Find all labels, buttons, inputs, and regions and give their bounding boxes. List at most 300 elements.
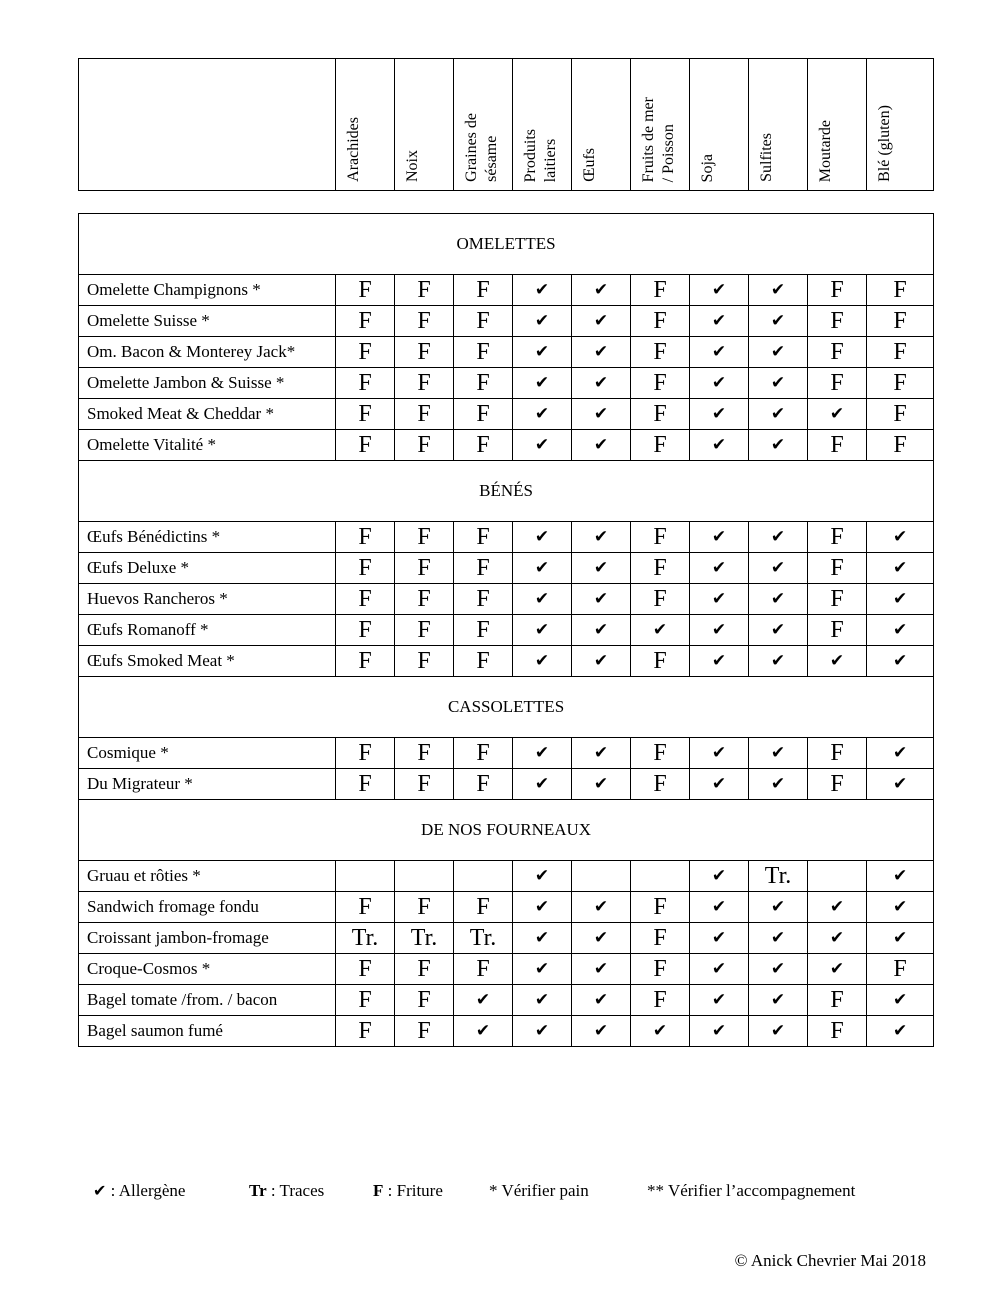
allergen-cell (690, 584, 749, 615)
section-row (79, 214, 934, 275)
allergen-cell (631, 954, 690, 985)
check-icon: ✔ (770, 620, 786, 640)
allergen-cell (395, 368, 454, 399)
check-icon: ✔ (892, 620, 908, 640)
check-icon: ✔ (475, 1021, 491, 1041)
cell-value: F (358, 586, 372, 612)
check-icon: ✔ (593, 620, 609, 640)
cell-value: F (476, 555, 490, 581)
cell-value: F (358, 648, 372, 674)
allergen-cell (336, 275, 395, 306)
table-row (79, 615, 934, 646)
cell-value: Tr. (764, 863, 792, 889)
check-icon: ✔ (711, 774, 727, 794)
allergen-cell (808, 522, 867, 553)
check-icon: ✔ (770, 280, 786, 300)
cell-value: F (417, 956, 431, 982)
cell-value: F (830, 586, 844, 612)
allergen-cell (572, 738, 631, 769)
column-header-label: Fruits de mer / Poisson (640, 96, 677, 182)
cell-value: F (653, 771, 667, 797)
cell-value: F (653, 277, 667, 303)
allergen-cell (808, 584, 867, 615)
allergen-cell (336, 861, 395, 892)
check-icon: ✔ (534, 311, 550, 331)
check-icon: ✔ (593, 959, 609, 979)
legend (93, 1181, 855, 1201)
allergen-cell (690, 738, 749, 769)
check-icon: ✔ (711, 373, 727, 393)
legend-traces: Tr : Traces (249, 1181, 325, 1200)
column-header-label: Arachides (345, 117, 362, 182)
cell-value: F (830, 740, 844, 766)
check-icon: ✔ (711, 342, 727, 362)
column-header (808, 59, 867, 191)
allergen-cell (867, 861, 934, 892)
check-icon: ✔ (770, 527, 786, 547)
section-title: BÉNÉS (79, 461, 934, 522)
allergen-cell (808, 738, 867, 769)
allergen-cell (454, 646, 513, 677)
allergen-cell (867, 399, 934, 430)
check-icon: ✔ (711, 620, 727, 640)
section-row (79, 461, 934, 522)
table-row (79, 923, 934, 954)
allergen-cell (572, 892, 631, 923)
check-icon: ✔ (770, 311, 786, 331)
allergen-cell (454, 553, 513, 584)
check-icon: ✔ (892, 1021, 908, 1041)
cell-value: F (893, 339, 907, 365)
item-name: Omelette Vitalité * (79, 430, 336, 461)
allergen-cell (749, 985, 808, 1016)
check-icon: ✔ (534, 959, 550, 979)
cell-value: F (417, 648, 431, 674)
check-icon: ✔ (770, 774, 786, 794)
allergen-cell (454, 368, 513, 399)
check-icon: ✔ (770, 373, 786, 393)
allergen-cell (395, 430, 454, 461)
item-name: Omelette Jambon & Suisse * (79, 368, 336, 399)
check-icon: ✔ (593, 774, 609, 794)
allergen-cell (513, 368, 572, 399)
column-header-label: Noix (404, 150, 421, 182)
legend-bread-note: * Vérifier pain (489, 1181, 589, 1200)
allergen-cell (336, 1016, 395, 1047)
cell-value: F (830, 771, 844, 797)
cell-value: F (476, 894, 490, 920)
cell-value: F (830, 987, 844, 1013)
cell-value: F (653, 648, 667, 674)
cell-value: F (358, 617, 372, 643)
allergen-cell (336, 337, 395, 368)
allergen-cell (572, 522, 631, 553)
allergen-cell (454, 337, 513, 368)
cell-value: F (893, 370, 907, 396)
allergen-cell (808, 368, 867, 399)
cell-value: F (653, 524, 667, 550)
legend-friture: F : Friture (373, 1181, 443, 1200)
check-icon: ✔ (711, 990, 727, 1010)
allergen-cell (513, 892, 572, 923)
cell-value: F (476, 617, 490, 643)
allergen-cell (513, 399, 572, 430)
allergen-cell (749, 368, 808, 399)
check-icon: ✔ (652, 620, 668, 640)
allergen-cell (631, 306, 690, 337)
item-name: Smoked Meat & Cheddar * (79, 399, 336, 430)
item-name: Gruau et rôties * (79, 861, 336, 892)
cell-value: F (476, 401, 490, 427)
check-icon: ✔ (892, 928, 908, 948)
allergen-cell (631, 553, 690, 584)
allergen-cell (395, 923, 454, 954)
check-icon: ✔ (770, 1021, 786, 1041)
legend-allergen: ✔ : Allergène (93, 1181, 186, 1200)
allergen-cell (513, 954, 572, 985)
cell-value: F (653, 339, 667, 365)
cell-value: F (417, 339, 431, 365)
check-icon: ✔ (770, 928, 786, 948)
cell-value: F (476, 740, 490, 766)
cell-value: F (417, 432, 431, 458)
allergen-cell (867, 923, 934, 954)
allergen-cell (749, 522, 808, 553)
table-row (79, 275, 934, 306)
check-icon: ✔ (534, 928, 550, 948)
item-name: Cosmique * (79, 738, 336, 769)
check-icon: ✔ (770, 651, 786, 671)
allergen-cell (631, 522, 690, 553)
check-icon: ✔ (534, 280, 550, 300)
check-icon: ✔ (892, 774, 908, 794)
allergen-cell (513, 430, 572, 461)
allergen-cell (454, 1016, 513, 1047)
allergen-cell (867, 615, 934, 646)
table-row (79, 985, 934, 1016)
allergen-cell (808, 954, 867, 985)
cell-value: F (417, 401, 431, 427)
allergen-cell (395, 769, 454, 800)
allergen-cell (513, 337, 572, 368)
check-icon: ✔ (534, 558, 550, 578)
allergen-cell (572, 337, 631, 368)
column-header (867, 59, 934, 191)
allergen-cell (395, 399, 454, 430)
allergen-cell (395, 985, 454, 1016)
item-name: Sandwich fromage fondu (79, 892, 336, 923)
allergen-cell (631, 923, 690, 954)
section-row (79, 800, 934, 861)
table-row (79, 861, 934, 892)
check-icon: ✔ (593, 373, 609, 393)
allergen-cell (631, 430, 690, 461)
cell-value: F (358, 308, 372, 334)
cell-value: F (653, 987, 667, 1013)
cell-value: F (476, 339, 490, 365)
check-icon: ✔ (711, 1021, 727, 1041)
cell-value: F (417, 894, 431, 920)
column-header (690, 59, 749, 191)
allergen-cell (867, 553, 934, 584)
check-icon: ✔ (534, 651, 550, 671)
allergen-cell (867, 368, 934, 399)
allergen-cell (749, 646, 808, 677)
column-header (631, 59, 690, 191)
column-header-label: Sulfites (758, 133, 775, 182)
cell-value: F (653, 894, 667, 920)
check-icon: ✔ (593, 404, 609, 424)
allergen-cell (867, 584, 934, 615)
allergen-cell (631, 769, 690, 800)
allergen-cell (336, 738, 395, 769)
allergen-cell (572, 553, 631, 584)
allergen-cell (631, 985, 690, 1016)
cell-value: F (417, 586, 431, 612)
cell-value: F (358, 987, 372, 1013)
check-icon: ✔ (711, 959, 727, 979)
check-icon: ✔ (711, 435, 727, 455)
cell-value: F (653, 432, 667, 458)
allergen-cell (513, 738, 572, 769)
allergen-cell (808, 430, 867, 461)
check-icon: ✔ (534, 620, 550, 640)
table-row (79, 738, 934, 769)
allergen-cell (808, 892, 867, 923)
table-row (79, 368, 934, 399)
table-row (79, 954, 934, 985)
allergen-cell (513, 522, 572, 553)
allergen-cell (631, 646, 690, 677)
cell-value: F (476, 524, 490, 550)
allergen-cell (572, 584, 631, 615)
allergen-cell (336, 985, 395, 1016)
check-icon: ✔ (593, 527, 609, 547)
allergen-cell (395, 337, 454, 368)
cell-value: F (417, 987, 431, 1013)
item-name: Bagel tomate /from. / bacon (79, 985, 336, 1016)
column-header-label: Soja (699, 153, 716, 182)
cell-value: F (476, 308, 490, 334)
legend-side-note: ** Vérifier l’accompagnement (647, 1181, 856, 1200)
allergen-cell (867, 892, 934, 923)
cell-value: F (358, 771, 372, 797)
check-icon: ✔ (711, 866, 727, 886)
allergen-cell (336, 646, 395, 677)
allergen-cell (454, 430, 513, 461)
check-icon: ✔ (593, 311, 609, 331)
check-icon: ✔ (770, 743, 786, 763)
allergen-cell (572, 646, 631, 677)
cell-value: F (830, 339, 844, 365)
item-name: Du Migrateur * (79, 769, 336, 800)
column-header (336, 59, 395, 191)
cell-value: Tr. (410, 925, 438, 951)
allergen-cell (867, 954, 934, 985)
allergen-cell (395, 892, 454, 923)
check-icon: ✔ (534, 743, 550, 763)
check-icon: ✔ (711, 743, 727, 763)
check-icon: ✔ (829, 928, 845, 948)
check-icon: ✔ (593, 928, 609, 948)
check-icon: ✔ (593, 651, 609, 671)
cell-value: F (358, 524, 372, 550)
allergen-cell (336, 368, 395, 399)
cell-value: Tr. (351, 925, 379, 951)
allergen-cell (336, 399, 395, 430)
check-icon: ✔ (770, 342, 786, 362)
allergen-cell (808, 306, 867, 337)
cell-value: F (417, 617, 431, 643)
allergen-cell (631, 738, 690, 769)
allergen-cell (454, 738, 513, 769)
allergen-cell (513, 861, 572, 892)
check-icon: ✔ (711, 527, 727, 547)
check-icon: ✔ (593, 342, 609, 362)
check-icon: ✔ (652, 1021, 668, 1041)
cell-value: F (358, 894, 372, 920)
check-icon: ✔ (829, 959, 845, 979)
check-icon: ✔ (711, 280, 727, 300)
allergen-cell (395, 1016, 454, 1047)
allergen-cell (631, 861, 690, 892)
allergen-cell (513, 553, 572, 584)
section-title: CASSOLETTES (79, 677, 934, 738)
cell-value: F (417, 524, 431, 550)
cell-value: F (830, 277, 844, 303)
allergen-cell (513, 306, 572, 337)
table-row (79, 399, 934, 430)
check-icon: ✔ (711, 928, 727, 948)
check-icon: ✔ (770, 959, 786, 979)
allergen-cell (631, 1016, 690, 1047)
allergen-cell (867, 306, 934, 337)
allergen-cell (336, 615, 395, 646)
allergen-cell (808, 1016, 867, 1047)
allergen-cell (513, 923, 572, 954)
cell-value: F (653, 956, 667, 982)
allergen-cell (690, 553, 749, 584)
allergen-cell (690, 275, 749, 306)
allergen-cell (749, 553, 808, 584)
section-row (79, 677, 934, 738)
cell-value: F (830, 1018, 844, 1044)
allergen-cell (690, 985, 749, 1016)
allergen-cell (336, 892, 395, 923)
table-row (79, 892, 934, 923)
allergen-cell (631, 584, 690, 615)
cell-value: F (830, 370, 844, 396)
allergen-cell (336, 923, 395, 954)
allergen-cell (808, 615, 867, 646)
allergen-cell (336, 522, 395, 553)
check-icon: ✔ (593, 589, 609, 609)
allergen-cell (454, 615, 513, 646)
check-icon: ✔ (892, 651, 908, 671)
cell-value: F (653, 586, 667, 612)
cell-value: F (476, 648, 490, 674)
allergen-cell (808, 985, 867, 1016)
cell-value: F (653, 401, 667, 427)
allergen-cell (749, 584, 808, 615)
cell-value: F (830, 308, 844, 334)
cell-value: F (830, 617, 844, 643)
cell-value: F (476, 771, 490, 797)
allergen-header-table (78, 58, 934, 191)
allergen-cell (336, 553, 395, 584)
allergen-cell (336, 769, 395, 800)
allergen-cell (690, 892, 749, 923)
allergen-cell (749, 275, 808, 306)
check-icon: ✔ (534, 435, 550, 455)
check-icon: ✔ (534, 589, 550, 609)
allergen-cell (808, 769, 867, 800)
allergen-cell (454, 892, 513, 923)
allergen-cell (749, 923, 808, 954)
item-name: Œufs Deluxe * (79, 553, 336, 584)
cell-value: F (653, 308, 667, 334)
allergen-cell (749, 615, 808, 646)
check-icon: ✔ (770, 558, 786, 578)
allergen-cell (808, 553, 867, 584)
item-name: Bagel saumon fumé (79, 1016, 336, 1047)
check-icon: ✔ (892, 990, 908, 1010)
column-header-label: Graines de sésame (463, 113, 500, 182)
copyright: © Anick Chevrier Mai 2018 (734, 1251, 926, 1270)
check-icon: ✔ (711, 311, 727, 331)
allergen-cell (572, 306, 631, 337)
check-icon: ✔ (534, 897, 550, 917)
table-row (79, 769, 934, 800)
allergen-cell (572, 1016, 631, 1047)
check-icon: ✔ (593, 280, 609, 300)
cell-value: F (893, 277, 907, 303)
allergen-cell (867, 769, 934, 800)
cell-value: F (417, 370, 431, 396)
check-icon: ✔ (593, 897, 609, 917)
check-icon: ✔ (593, 1021, 609, 1041)
allergen-cell (572, 769, 631, 800)
allergen-cell (749, 769, 808, 800)
allergen-cell (808, 399, 867, 430)
allergen-cell (867, 1016, 934, 1047)
check-icon: ✔ (770, 589, 786, 609)
allergen-cell (749, 1016, 808, 1047)
cell-value: F (358, 277, 372, 303)
column-header-label: Moutarde (817, 119, 834, 182)
allergen-cell (513, 1016, 572, 1047)
allergen-cell (690, 399, 749, 430)
cell-value: F (358, 956, 372, 982)
check-icon: ✔ (534, 527, 550, 547)
allergen-cell (867, 430, 934, 461)
allergen-cell (690, 954, 749, 985)
check-icon: ✔ (593, 990, 609, 1010)
table-row (79, 337, 934, 368)
check-icon: ✔ (770, 897, 786, 917)
allergen-cell (454, 923, 513, 954)
item-name: Huevos Rancheros * (79, 584, 336, 615)
section-title: DE NOS FOURNEAUX (79, 800, 934, 861)
allergen-cell (572, 861, 631, 892)
check-icon: ✔ (892, 897, 908, 917)
allergen-cell (454, 584, 513, 615)
column-header-label: Blé (gluten) (876, 105, 893, 182)
allergen-cell (395, 584, 454, 615)
allergen-cell (454, 275, 513, 306)
check-icon: ✔ (829, 651, 845, 671)
cell-value: F (830, 555, 844, 581)
